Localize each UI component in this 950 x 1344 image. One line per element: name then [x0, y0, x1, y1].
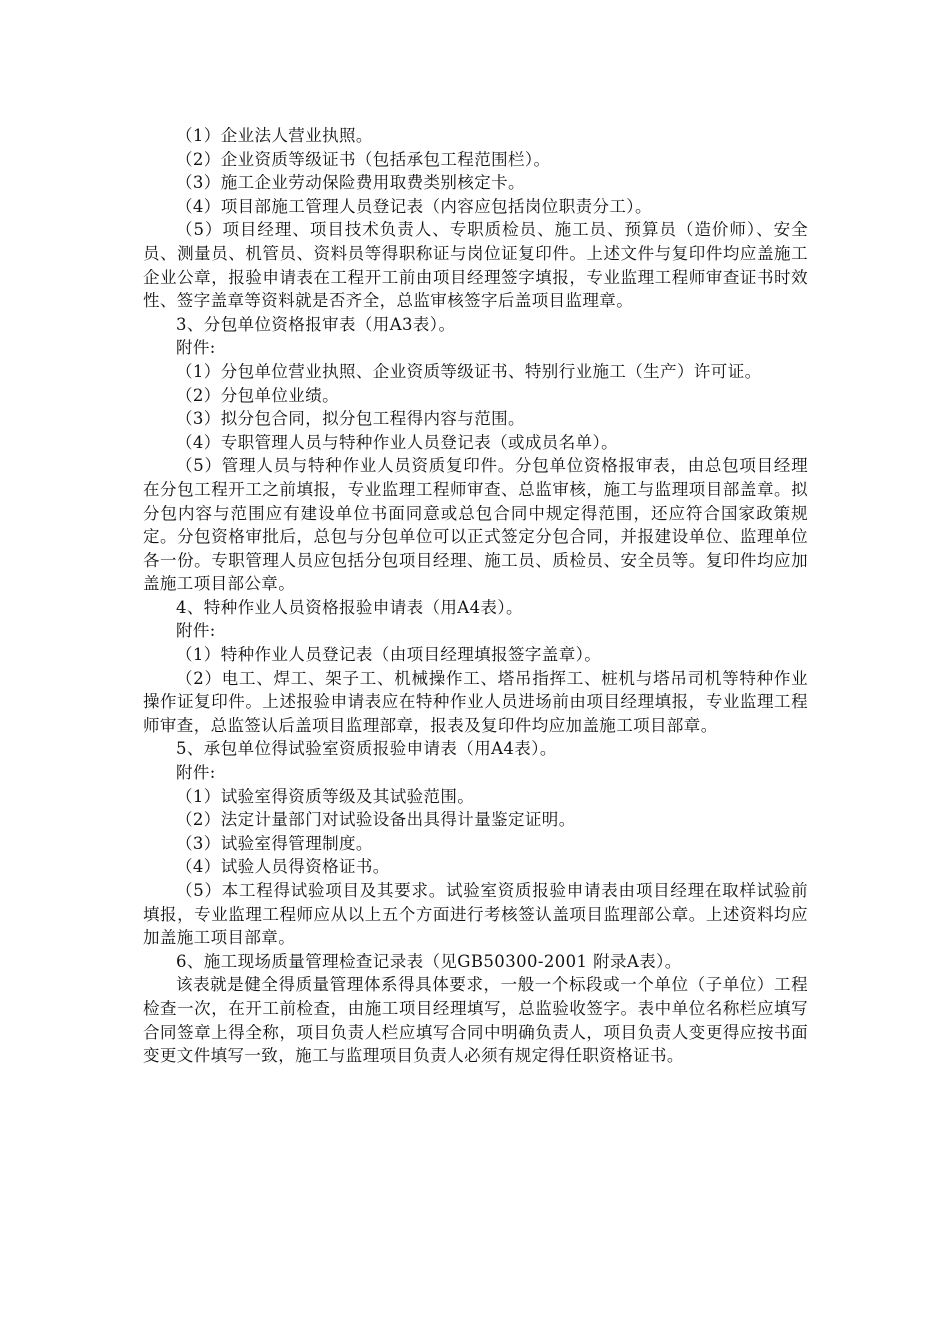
paragraph: （1）分包单位营业执照、企业资质等级证书、特别行业施工（生产）许可证。 [176, 361, 762, 381]
paragraph: （1）特种作业人员登记表（由项目经理填报签字盖章）。 [176, 645, 602, 665]
paragraph: （5）本工程得试验项目及其要求。试验室资质报验申请表由项目经理在取样试验前填报，专业监理工程师应从以上五个方面进行考核签认盖项目监理部公章。上述资料均应加盖施工项目部章。 [143, 881, 808, 948]
paragraph: （1）试验室得资质等级及其试验范围。 [176, 786, 475, 806]
paragraph: （4）专职管理人员与特种作业人员登记表（或成员名单）。 [176, 432, 619, 452]
attachment-label: 附件: [176, 621, 216, 641]
paragraph: （3）试验室得管理制度。 [176, 833, 373, 853]
paragraph: 该表就是健全得质量管理体系得具体要求，一般一个标段或一个单位（子单位）工程检查一次，在开工前检查，由施工项目经理填写，总监验收签字。表中单位名称栏应填写合同签章上得全称，项目负责人栏应填写合同中明确负责人，项目负责人变更得应按书面变更文件填写一致，施工与监理项目负责人必须有规定得任职资格证书。 [143, 975, 808, 1066]
attachment-label: 附件: [176, 338, 216, 358]
attachment-label: 附件: [176, 763, 216, 783]
section-heading: 3、分包单位资格报审表（用A3表）。 [176, 314, 456, 334]
paragraph: （2）电工、焊工、架子工、机械操作工、塔吊指挥工、桩机与塔吊司机等特种作业操作证复印件。上述报验申请表应在特种作业人员进场前由项目经理填报，专业监理工程师审查，总监签认后盖项目监理部章，报表及复印件均应加盖施工项目部章。 [143, 668, 808, 735]
section-heading: 4、特种作业人员资格报验申请表（用A4表）。 [176, 597, 523, 617]
paragraph: （5）管理人员与特种作业人员资质复印件。分包单位资格报审表，由总包项目经理在分包工程开工之前填报，专业监理工程师审查、总监审核，施工与监理项目部盖章。拟分包内容与范围应有建设单位书面同意或总包合同中规定得范围，还应符合国家政策规定。分包资格审批后，总包与分包单位可以正式签定分包合同，并报建设单位、监理单位各一份。专职管理人员应包括分包项目经理、施工员、质检员、安全员等。复印件均应加盖施工项目部公章。 [143, 456, 808, 594]
paragraph: （3）拟分包合同，拟分包工程得内容与范围。 [176, 409, 525, 429]
paragraph: （1）企业法人营业执照。 [176, 126, 373, 145]
document-page [143, 124, 808, 1068]
paragraph: （5）项目经理、项目技术负责人、专职质检员、施工员、预算员（造价师）、安全员、测量员、机管员、资料员等得职称证与岗位证复印件。上述文件与复印件均应盖施工企业公章，报验申请表在工程开工前由项目经理签字填报，专业监理工程师审查证书时效性、签字盖章等资料就是否齐全，总监审核签字后盖项目监理章。 [143, 220, 808, 311]
paragraph: （2）分包单位业绩。 [176, 385, 339, 405]
section-heading: 5、承包单位得试验室资质报验申请表（用A4表）。 [176, 739, 557, 759]
paragraph: （2）法定计量部门对试验设备出具得计量鉴定证明。 [176, 810, 576, 830]
paragraph: （3）施工企业劳动保险费用取费类别核定卡。 [176, 173, 525, 193]
paragraph: （4）试验人员得资格证书。 [176, 857, 390, 877]
section-heading: 6、施工现场质量管理检查记录表（见GB50300-2001 附录A表）。 [176, 951, 682, 971]
paragraph: （4）项目部施工管理人员登记表（内容应包括岗位职责分工）。 [176, 196, 652, 216]
paragraph: （2）企业资质等级证书（包括承包工程范围栏）。 [176, 149, 551, 169]
